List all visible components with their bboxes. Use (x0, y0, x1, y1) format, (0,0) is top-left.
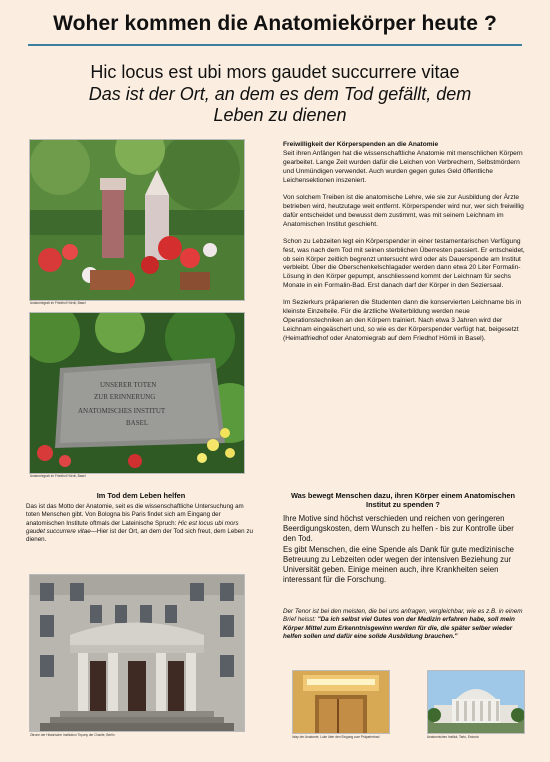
plaque-line-3: ANATOMISCHES INSTITUT (78, 407, 166, 415)
rotunda-photo (427, 670, 525, 734)
plaque-line-4: BASEL (126, 419, 149, 427)
motto-german: Das ist der Ort, an dem es dem Tod gefällt, dem Leben zu dienen (88, 84, 472, 125)
motives-text (283, 514, 523, 585)
poster-title: Woher kommen die Anatomiekörper heute ? (53, 12, 497, 35)
donation-paragraph-1: Seit ihren Anfängen hat die wissenschaftliche Anatomie mit menschlichen Körpern gearbeitet. Lange Zeit wurden dafür die Leichen von Verbrechern, Selbstmördern und Unmündigen verwendet. Auch wurden gegen gutes Geld öffentliche Leichensektionen inszeniert. (283, 149, 523, 184)
plaque-illustration (30, 313, 244, 473)
memorial-photo (29, 139, 245, 301)
donation-paragraph-2: Von solchem Treiben ist die anatomische Lehre, wie sie zur Ausbildung der Ärzte betrieben wird, heutzutage weit entfernt. Körperspender wird nur, wer sich freiwillig dafür entscheidet und bewusst dem zustimmt, was mit seinem Leichnam im Anatomischen Institut geschieht. (283, 193, 524, 228)
right-section-heading: Was bewegt Menschen dazu, ihren Körper einem Anatomischen Institut zu spenden ? (290, 491, 516, 509)
left-text-a: Das ist das Motto der Anatomie, seit es die wissenschaftliche Untersuchung am toten Menschen gibt. Von Bologna bis Paris findet sich am Eingang der anatomischen Institute oftmals der Lateinische Spruch: (26, 503, 244, 527)
entrance-illustration (293, 671, 389, 733)
motto-latin: Hic locus est ubi mors gaudet succurrere vitae (90, 62, 460, 82)
rotunda-illustration (428, 671, 524, 733)
memorial-caption: Anatomiegrab im Friedhof Hörnli, Basel (30, 301, 86, 305)
left-text-b: —Hier ist der Ort, an dem der Tod sich freut, dem Leben zu dienen. (26, 527, 253, 544)
donation-heading: Freiwilligkeit der Körperspenden an die Anatomie (283, 141, 439, 148)
plaque-caption: Anatomiegrab im Friedhof Hörnli, Basel (30, 474, 86, 478)
plaque-photo (29, 312, 245, 474)
quote-text: "Da ich selbst viel Gutes von der Medizin erfahren habe, soll mein Körper Mittel zum Erkenntnisgewinn werden für die, die später selber wieder helfen sollen und dafür eine solide Ausbildung brauchen." (283, 616, 515, 640)
motives-paragraph-1: Ihre Motive sind höchst verschieden und reichen von geringeren Beerdigungskosten, dem Wunsch zu helfen - bis zur Kontrolle über den Tod. (283, 514, 514, 544)
memorial-illustration (30, 140, 244, 300)
plaque-line-1: UNSERER TOTEN (100, 381, 157, 389)
left-section-heading: Im Tod dem Leben helfen (96, 491, 186, 500)
title-divider (28, 44, 522, 46)
letter-quote (283, 608, 523, 641)
quote-intro: Der Tenor ist bei den meisten, die bei uns anfragen, vergleichbar, wie es z.B. in einem Brief heisst: (283, 608, 523, 624)
entrance-caption: Inlay der Anatomie, Luke über den Eingang zum Präparierbad (292, 735, 380, 739)
building-caption: Zitrone der Historische Institution Tirpuny der Charite, Berlin (30, 733, 115, 737)
building-illustration (30, 575, 244, 731)
donation-paragraph-4: Im Sezierkurs präparieren die Studenten dann die konservierten Leichname bis in kleinste Einzelteile. Für die ärztliche Weiterbildung werden neue Operationstechniken an den Körpern trainiert. Nach etwa 3 Jahren wird der Leichnam eingeäschert und, so wie es der Körperspender verfügt hat, beigesetzt (Heimatfriedhof oder Anatomiegrab auf dem Friedhof Hörnli in Basel). (283, 299, 522, 343)
motives-paragraph-2: Es gibt Menschen, die eine Spende als Dank für gute medizinische Betreuung zu Lebzeiten oder wegen der intensiven Beziehung zur Universität geben. Einige meinen auch, ihre Krankheiten seien interessant für die Forschung. (283, 544, 515, 585)
institute-building-photo (29, 574, 245, 732)
donation-paragraph-3: Schon zu Lebzeiten legt ein Körperspender in einer testamentarischen Verfügung fest, was nach dem Tod mit seinen sterblichen Überresten passiert. Er entscheidet, ob sein Körper zeitlich begrenzt untersucht wird oder als Dauerspende am Institut verbleibt. Über die Oberschenkelschlagader werden dann etwa 20 Liter Formalin-Lösung in den Körper gepumpt, anschliessend kommt der Leichnam für sechs Monate in ein Formalin-Bad. Erst danach darf der Körper in den Seziersaal. (283, 237, 525, 290)
left-section-text (26, 503, 256, 544)
left-text-italic: Hic est locus ubi mors gaudet succurrere vitae (26, 519, 239, 535)
entrance-photo (292, 670, 390, 734)
plaque-line-2: ZUR ERINNERUNG (94, 393, 156, 401)
rotunda-caption: Anatomisches Institut, Tartu, Estonia (427, 735, 479, 739)
donation-text-column (283, 141, 528, 352)
